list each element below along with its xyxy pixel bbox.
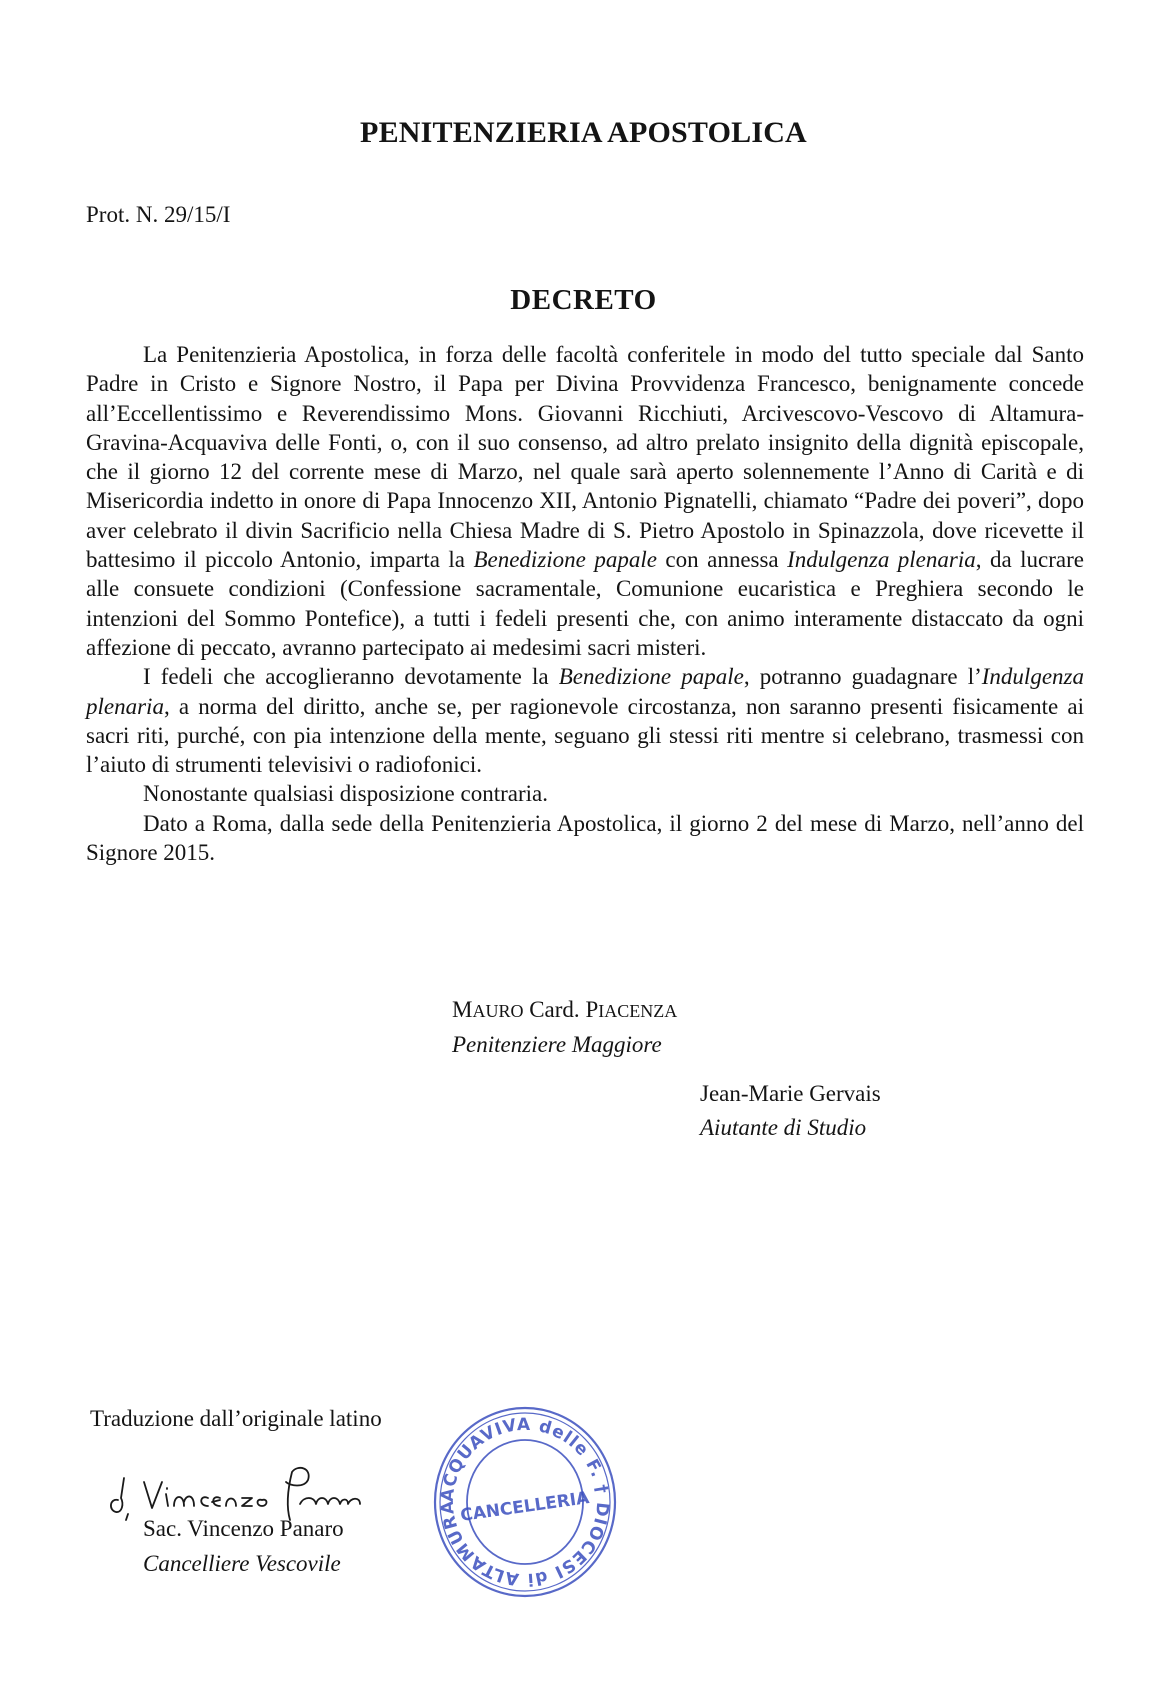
paragraph-1-text-c: con annessa <box>656 547 788 573</box>
paragraph-1 <box>86 340 1084 662</box>
page-header-title: PENITENZIERIA APOSTOLICA <box>360 116 807 149</box>
stamp-ring-text: ACQUAVIVA delle F. † DIOCESI di ALTAMURA <box>437 1414 613 1590</box>
stamp-center-text: CANCELLERIA <box>459 1488 591 1526</box>
cardinal-name <box>452 993 677 1028</box>
cardinal-title-word: Card. <box>523 997 586 1022</box>
cardinal-first-initial: M <box>452 997 473 1022</box>
cardinal-signature-block <box>452 993 677 1062</box>
chancellor-signature-block <box>143 1511 344 1581</box>
paragraph-2-text-e: , a norma del diritto, anche se, per ragionevole circostanza, non saranno presenti fisicamente ai sacri riti, purché, con pia intenzione della mente, seguano gli stessi riti mentre si celebrano, trasmessi con l’aiuto di strumenti televisivi o radiofonici. <box>86 693 1084 778</box>
cardinal-role: Penitenziere Maggiore <box>452 1032 662 1057</box>
cardinal-last-initial: P <box>585 997 599 1022</box>
protocol-number: Prot. N. 29/15/I <box>86 202 231 227</box>
assistant-name: Jean-Marie Gervais <box>700 1081 881 1106</box>
chancellor-name: Sac. Vincenzo Panaro <box>143 1516 344 1541</box>
assistant-signature-block <box>700 1077 881 1145</box>
paragraph-1-text-e: , da lucrare alle consuete condizioni (Confessione sacramentale, Comunione eucaristica e Preghiera secondo le intenzioni del Sommo Pontefice), a tutti i fedeli presenti che, con animo interamente distaccato da ogni affezione di peccato, avranno partecipato ai medesimi sacri misteri. <box>86 547 1084 660</box>
diocese-seal-icon <box>430 1404 620 1600</box>
paragraph-2-italic-indulgenza: Indulgenza plenaria <box>86 664 1084 719</box>
decree-title: DECRETO <box>510 284 657 316</box>
paragraph-1-italic-indulgenza: Indulgenza plenaria <box>787 547 976 573</box>
decree-body <box>86 340 1084 867</box>
cardinal-first-rest: AURO <box>472 1001 524 1021</box>
paragraph-4: Dato a Roma, dalla sede della Penitenzieria Apostolica, il giorno 2 del mese di Marzo, nell’anno del Signore 2015. <box>86 810 1084 866</box>
cardinal-last-rest: IACENZA <box>598 1001 678 1021</box>
paragraph-1-italic-benedizione: Benedizione papale <box>473 547 657 573</box>
assistant-role: Aiutante di Studio <box>700 1115 867 1140</box>
paragraph-2-text-a: I fedeli che accoglieranno devotamente la <box>143 664 559 690</box>
paragraph-1-text-a: La Penitenzieria Apostolica, in forza delle facoltà conferitele in modo del tutto speciale dal Santo Padre in Cristo e Signore Nostro, il Papa per Divina Provvidenza Francesco, benignamente concede all’Eccellentissimo e Reverendissimo Mons. Giovanni Ricchiuti, Arcivescovo-Vescovo di Altamura-Gravina-Acquaviva delle Fonti, o, con il suo consenso, ad altro prelato insignito della dignità episcopale, che il giorno 12 del corrente mese di Marzo, nel quale sarà aperto solennemente l’Anno di Carità e di Misericordia indetto in onore di Papa Innocenzo XII, Antonio Pignatelli, chiamato “Padre dei poveri”, dopo aver celebrato il divin Sacrificio nella Chiesa Madre di S. Pietro Apostolo in Spinazzola, dove ricevette il battesimo il piccolo Antonio, imparta la <box>86 342 1084 573</box>
paragraph-2-italic-benedizione: Benedizione papale <box>558 664 744 690</box>
chancellor-role: Cancelliere Vescovile <box>143 1551 341 1576</box>
diocese-stamp <box>430 1404 620 1600</box>
paragraph-3: Nonostante qualsiasi disposizione contraria. <box>143 781 548 807</box>
paragraph-2 <box>86 662 1084 779</box>
translation-note: Traduzione dall’originale latino <box>90 1406 382 1431</box>
paragraph-2-text-c: , potranno guadagnare l’ <box>743 664 982 690</box>
